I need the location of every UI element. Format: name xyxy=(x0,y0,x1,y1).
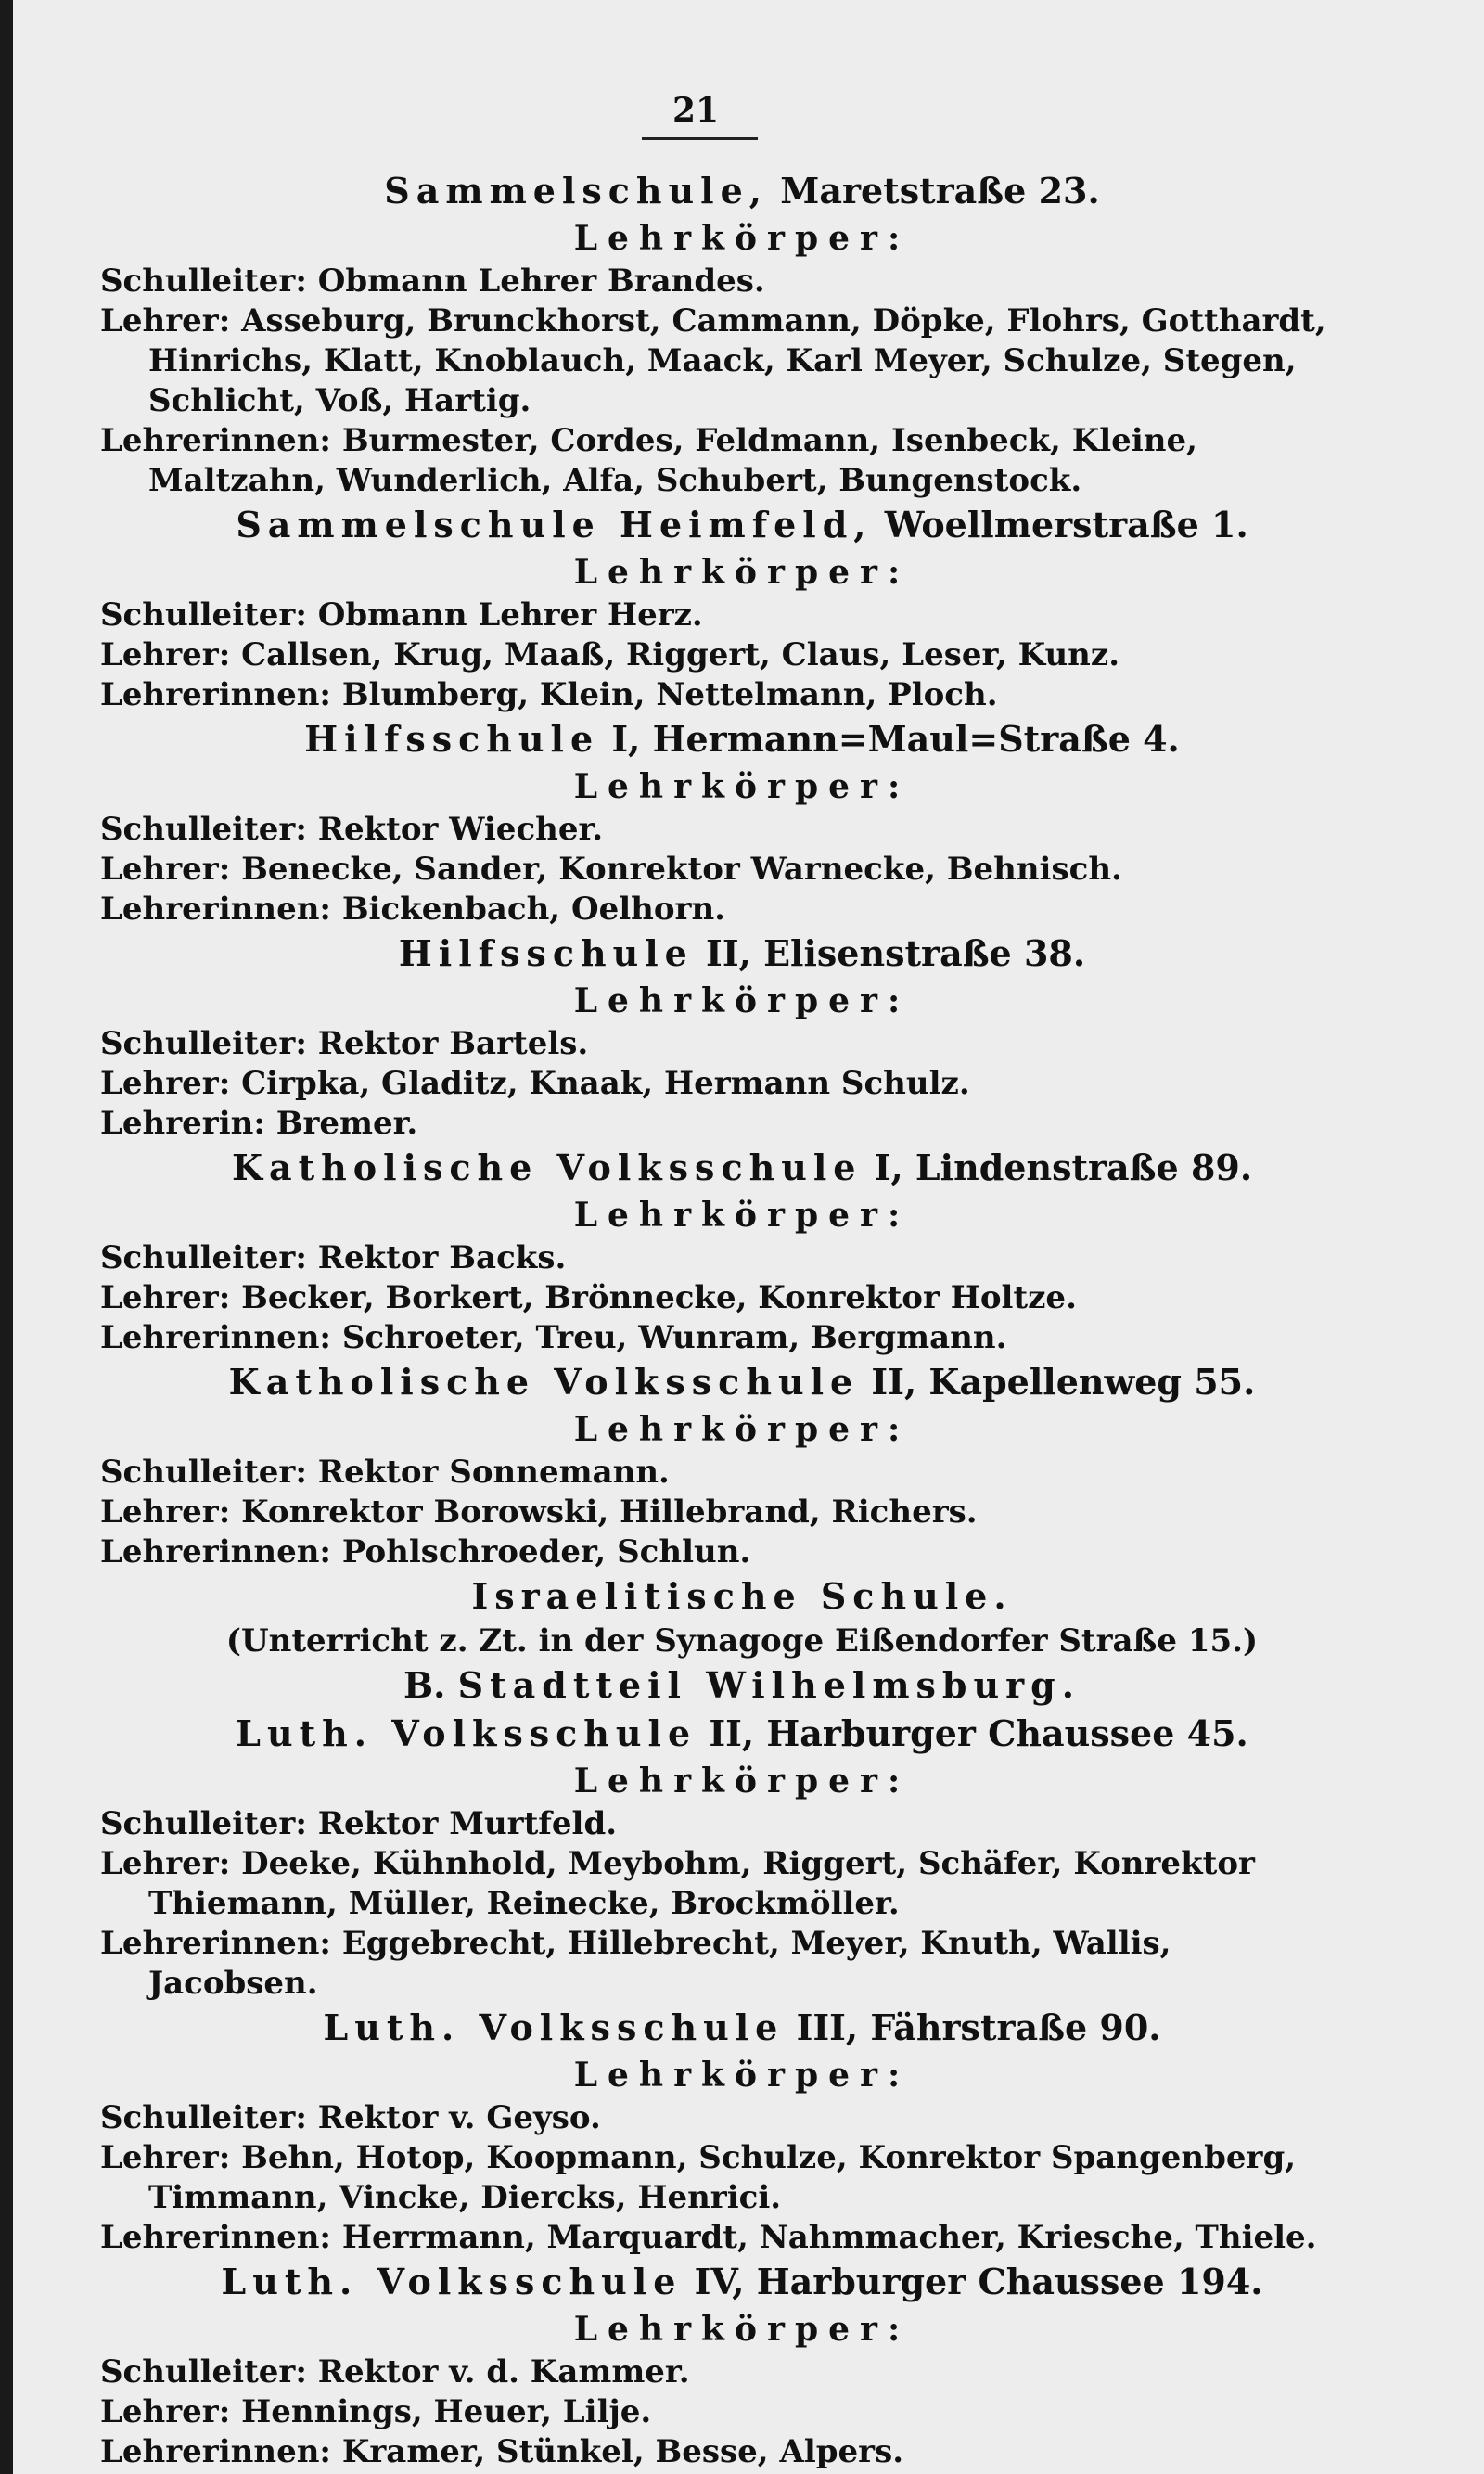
school-name: Katholische Volksschule xyxy=(231,1147,863,1188)
school-address: II, Kapellenweg 55. xyxy=(859,1361,1256,1403)
school-name: Luth. Volksschule xyxy=(323,2006,785,2048)
school-title xyxy=(0,1144,1484,1192)
school-title xyxy=(0,167,1484,215)
school-address: IV, Harburger Chaussee 194. xyxy=(682,2261,1263,2302)
entry-names: Eggebrecht, Hillebrecht, Meyer, Knuth, Wallis, Jacobsen. xyxy=(148,1925,1171,2002)
entry-label: Lehrerinnen: xyxy=(100,1533,331,1570)
school-address: III, Fährstraße 90. xyxy=(784,2006,1161,2048)
school-section xyxy=(0,2004,1484,2258)
staff-entry-teachers xyxy=(0,301,1345,421)
entry-names: Rektor Backs. xyxy=(306,1239,567,1276)
entry-label: Schulleiter: xyxy=(100,1025,307,1062)
school-section xyxy=(0,1358,1484,1572)
entry-names: Obmann Lehrer Brandes. xyxy=(306,263,765,300)
school-title xyxy=(0,1358,1484,1406)
school-address: II, Harburger Chaussee 45. xyxy=(697,1712,1248,1754)
entry-label: Lehrerin: xyxy=(100,1105,265,1142)
school-note: (Unterricht z. Zt. in der Synagoge Eißendorfer Straße 15.) xyxy=(225,1622,1259,1660)
entry-names: Rektor Bartels. xyxy=(306,1025,589,1062)
entry-names: Bremer. xyxy=(264,1105,418,1142)
staff-entry-female-teachers xyxy=(0,675,1345,715)
entry-label: Lehrer: xyxy=(100,302,231,340)
entry-names: Burmester, Cordes, Feldmann, Isenbeck, Kleine, Maltzahn, Wunderlich, Alfa, Schubert, Bungenstock. xyxy=(148,422,1197,499)
staff-entry-teachers xyxy=(0,2392,1345,2432)
staff-entry-female-teachers xyxy=(0,890,1345,929)
entry-label: Lehrerinnen: xyxy=(100,2219,331,2256)
district-section xyxy=(0,1661,1484,1710)
staff-entry-female-teachers xyxy=(0,1318,1345,1358)
entry-label: Lehrerinnen: xyxy=(100,1319,331,1356)
school-address: II, Elisenstraße 38. xyxy=(693,932,1086,974)
district-title xyxy=(0,1661,1484,1710)
entry-label: Lehrer: xyxy=(100,1845,231,1882)
entry-names: Asseburg, Brunckhorst, Cammann, Döpke, Flohrs, Gotthardt, Hinrichs, Klatt, Knoblauch, Maack, Karl Meyer, Schulze, Stegen, Schlicht, Voß, Hartig. xyxy=(148,302,1326,419)
school-title xyxy=(0,2004,1484,2052)
entry-label: Lehrer: xyxy=(100,636,231,673)
school-name: Luth. Volksschule xyxy=(236,1712,697,1754)
staff-entry-principal xyxy=(0,1804,1345,1844)
page-number: 21 xyxy=(672,91,720,130)
school-name: Katholische Volksschule xyxy=(228,1361,860,1403)
entry-names: Rektor v. Geyso. xyxy=(306,2099,601,2136)
staff-heading: Lehrkörper: xyxy=(573,981,911,1020)
staff-entry-teachers xyxy=(0,1064,1345,1104)
school-name: Sammelschule Heimfeld, xyxy=(236,504,873,545)
staff-entry-female-teachers xyxy=(0,2218,1345,2258)
school-title xyxy=(0,715,1484,763)
district-prefix: B. xyxy=(403,1664,458,1706)
staff-heading: Lehrkörper: xyxy=(573,2056,911,2095)
entry-names: Schroeter, Treu, Wunram, Bergmann. xyxy=(330,1319,1007,1356)
staff-heading: Lehrkörper: xyxy=(573,767,911,806)
staff-entry-principal xyxy=(0,1453,1345,1493)
entry-names: Becker, Borkert, Brönnecke, Konrektor Holtze. xyxy=(230,1279,1077,1316)
school-title xyxy=(0,2258,1484,2306)
school-section xyxy=(0,929,1484,1144)
entry-names: Rektor Murtfeld. xyxy=(306,1805,618,1842)
staff-entry-teachers xyxy=(0,1278,1345,1318)
staff-heading: Lehrkörper: xyxy=(573,2310,911,2349)
entry-label: Lehrerinnen: xyxy=(100,422,331,459)
entry-label: Lehrerinnen: xyxy=(100,1925,331,1962)
school-title xyxy=(0,1710,1484,1758)
staff-heading: Lehrkörper: xyxy=(573,219,911,258)
staff-entry-principal xyxy=(0,2352,1345,2392)
entry-label: Lehrer: xyxy=(100,2139,231,2176)
school-address: I, Hermann=Maul=Straße 4. xyxy=(599,718,1180,760)
entry-names: Hennings, Heuer, Lilje. xyxy=(230,2393,652,2430)
staff-entry-teachers xyxy=(0,635,1345,675)
school-title xyxy=(0,501,1484,549)
school-section xyxy=(0,1572,1484,1661)
entry-names: Kramer, Stünkel, Besse, Alpers. xyxy=(330,2433,904,2470)
entry-label: Schulleiter: xyxy=(100,2353,307,2391)
entry-names: Rektor Wiecher. xyxy=(306,811,604,848)
entry-names: Benecke, Sander, Konrektor Warnecke, Behnisch. xyxy=(230,851,1122,888)
entry-label: Lehrer: xyxy=(100,1065,231,1102)
entry-label: Schulleiter: xyxy=(100,263,307,300)
entry-names: Behn, Hotop, Koopmann, Schulze, Konrektor Spangenberg, Timmann, Vincke, Diercks, Henrici. xyxy=(148,2139,1297,2216)
staff-heading: Lehrkörper: xyxy=(573,1410,911,1449)
school-name: Israelitische Schule. xyxy=(471,1575,1013,1617)
staff-entry-teachers xyxy=(0,2138,1345,2218)
district-name: Stadtteil Wilhelmsburg. xyxy=(457,1664,1081,1706)
entry-names: Obmann Lehrer Herz. xyxy=(306,596,703,634)
staff-heading: Lehrkörper: xyxy=(573,553,911,592)
entry-label: Schulleiter: xyxy=(100,1454,307,1491)
entry-label: Lehrerinnen: xyxy=(100,891,331,928)
school-section xyxy=(0,1144,1484,1358)
school-address: I, Lindenstraße 89. xyxy=(862,1147,1253,1188)
entry-label: Schulleiter: xyxy=(100,596,307,634)
entry-names: Herrmann, Marquardt, Nahmmacher, Kriesche, Thiele. xyxy=(330,2219,1317,2256)
staff-entry-principal xyxy=(0,262,1345,301)
school-section xyxy=(0,1710,1484,2004)
entry-label: Lehrer: xyxy=(100,1493,231,1531)
entry-names: Callsen, Krug, Maaß, Riggert, Claus, Leser, Kunz. xyxy=(230,636,1120,673)
staff-heading: Lehrkörper: xyxy=(573,1196,911,1235)
staff-entry-teachers xyxy=(0,1493,1345,1532)
school-section xyxy=(0,167,1484,501)
school-address: Woellmerstraße 1. xyxy=(872,504,1248,545)
entry-label: Lehrer: xyxy=(100,851,231,888)
school-address: Maretstraße 23. xyxy=(768,170,1100,212)
entry-label: Lehrerinnen: xyxy=(100,676,331,713)
staff-entry-female-teachers xyxy=(0,1924,1345,2004)
entry-label: Lehrer: xyxy=(100,2393,231,2430)
entry-label: Lehrer: xyxy=(100,1279,231,1316)
entry-names: Konrektor Borowski, Hillebrand, Richers. xyxy=(230,1493,978,1531)
entry-label: Schulleiter: xyxy=(100,2099,307,2136)
staff-entry-female-teacher xyxy=(0,1104,1345,1144)
staff-entry-principal xyxy=(0,810,1345,850)
school-title xyxy=(0,1572,1484,1621)
staff-entry-teachers xyxy=(0,1844,1345,1924)
entry-label: Lehrerinnen: xyxy=(100,2433,331,2470)
entry-label: Schulleiter: xyxy=(100,1239,307,1276)
entry-names: Deeke, Kühnhold, Meybohm, Riggert, Schäfer, Konrektor Thiemann, Müller, Reinecke, Brockmöller. xyxy=(148,1845,1255,1922)
header-rule xyxy=(642,137,758,140)
staff-entry-principal xyxy=(0,596,1345,635)
entry-names: Pohlschroeder, Schlun. xyxy=(330,1533,751,1570)
entry-label: Schulleiter: xyxy=(100,1805,307,1842)
school-section xyxy=(0,501,1484,715)
staff-entry-female-teachers xyxy=(0,2432,1345,2472)
document-content xyxy=(0,167,1484,2472)
school-name: Hilfsschule xyxy=(304,718,600,760)
staff-entry-principal xyxy=(0,1238,1345,1278)
entry-names: Rektor Sonnemann. xyxy=(306,1454,670,1491)
entry-names: Blumberg, Klein, Nettelmann, Ploch. xyxy=(330,676,998,713)
school-section xyxy=(0,2258,1484,2472)
staff-entry-principal xyxy=(0,2098,1345,2138)
staff-entry-teachers xyxy=(0,850,1345,890)
entry-label: Schulleiter: xyxy=(100,811,307,848)
entry-names: Bickenbach, Oelhorn. xyxy=(330,891,726,928)
staff-entry-female-teachers xyxy=(0,421,1345,501)
school-name: Sammelschule, xyxy=(384,170,769,212)
staff-entry-principal xyxy=(0,1024,1345,1064)
staff-heading: Lehrkörper: xyxy=(573,1762,911,1801)
school-title xyxy=(0,929,1484,978)
school-name: Luth. Volksschule xyxy=(221,2261,683,2302)
staff-entry-female-teachers xyxy=(0,1532,1345,1572)
entry-names: Rektor v. d. Kammer. xyxy=(306,2353,690,2391)
school-name: Hilfsschule xyxy=(398,932,694,974)
entry-names: Cirpka, Gladitz, Knaak, Hermann Schulz. xyxy=(230,1065,970,1102)
school-section xyxy=(0,715,1484,929)
